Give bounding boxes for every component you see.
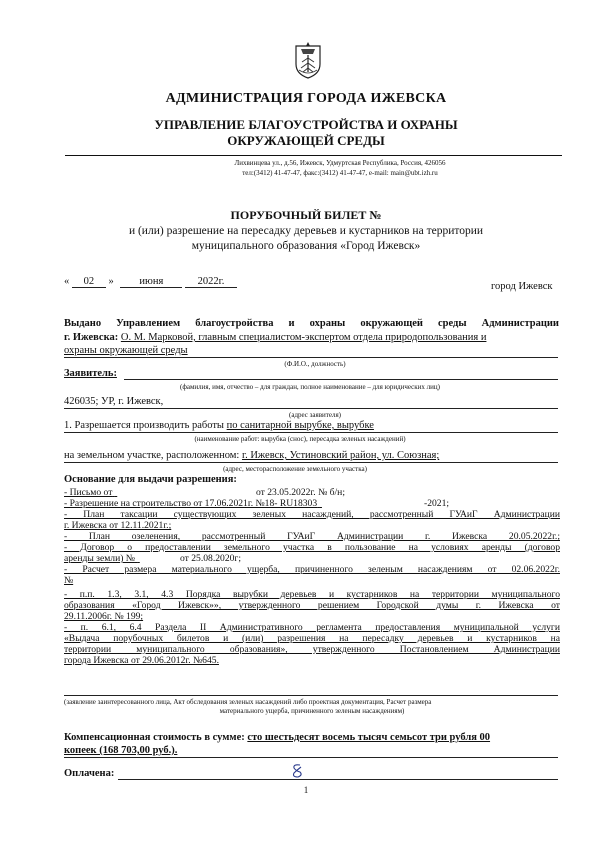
location-rule: [64, 462, 558, 463]
grounds-item: города Ижевска от 29.06.2012г. №645.: [64, 655, 219, 666]
grounds-list: [64, 487, 560, 666]
applicant-label: Заявитель:: [64, 368, 117, 379]
issued-by-caption: (Ф.И.О., должность): [284, 360, 346, 368]
date-month: июня: [120, 276, 182, 288]
applicant-address: 426035; УР, г. Ижевск,: [64, 396, 164, 407]
location-label: на земельном участке, расположенном:: [64, 450, 240, 461]
permit-work-caption: (наименование работ: вырубка (снос), пересадка зеленых насаждений): [194, 435, 406, 443]
grounds-item: г. Ижевска от 12.11.2021г.;: [64, 520, 172, 531]
permit-text: 1. Разрешается производить работы: [64, 420, 224, 431]
grounds-item: - п.п. 1.3, 3.1, 4.3 Порядка вырубки деревьев и кустарников на территории муниципального: [64, 589, 560, 600]
paid-label: Оплачена:: [64, 768, 115, 779]
grounds-item: - Разрешение на строительство от 17.06.2021г. №18- RU18303 -2021;: [64, 498, 450, 509]
page-number: 1: [303, 785, 309, 795]
grounds-item: №: [64, 575, 74, 586]
grounds-caption-line2: материального ущерба, причиненного зеленым насаждениям): [219, 707, 405, 715]
date-open-quote: «: [64, 276, 70, 287]
handwritten-mark-icon: [288, 763, 306, 779]
applicant-caption: (фамилия, имя, отчество – для граждан, полное наименование – для юридических лиц): [179, 383, 440, 391]
location-line: [64, 450, 439, 462]
grounds-item: - п. 6.1, 6.4 Раздела II Административного регламента предоставления муниципальной услуги: [64, 622, 560, 633]
org-name: АДМИНИСТРАЦИЯ ГОРОДА ИЖЕВСКА: [165, 91, 447, 106]
document-title: ПОРУБОЧНЫЙ БИЛЕТ №: [230, 208, 382, 222]
grounds-item: «Выдача порубочных билетов и (или) разрешения на пересадку деревьев и кустарников на: [64, 633, 560, 644]
grounds-item: - План озеленения, рассмотренный ГУАиГ Администрации г. Ижевска 20.05.2022г.;: [64, 531, 560, 542]
permit-work: по санитарной вырубке, вырубке: [226, 420, 374, 431]
date-line: [64, 276, 237, 288]
grounds-item: - Договор о предоставлении земельного участка в пользование на условиях аренды (договор: [64, 542, 560, 553]
grounds-item: - Письмо от от 23.05.2022г. № б/н;: [64, 487, 345, 498]
compensation-line1: [64, 732, 490, 744]
coat-of-arms-emblem: [293, 40, 323, 80]
applicant-address-caption: (адрес заявителя): [289, 411, 341, 419]
compensation-value-words: сто шестьдесят восемь тысяч семьсот три рубля 00: [247, 732, 491, 743]
date-year: 2022г.: [185, 276, 237, 288]
org-contacts: тел:(3412) 41-47-47, факс:(3412) 41-47-47, e-mail: main@ubt.izh.ru: [242, 169, 438, 177]
issued-by-city: г. Ижевска:: [64, 332, 119, 343]
department-name-line2: ОКРУЖАЮЩЕЙ СРЕДЫ: [227, 133, 385, 148]
grounds-item: - План таксации существующих зеленых насаждений, рассмотренный ГУАиГ Администрации: [64, 509, 560, 520]
document-subtitle-line2: муниципального образования «Город Ижевск»: [191, 240, 421, 252]
header-divider: [65, 155, 562, 156]
compensation-value-amount: копеек (168 703,00 руб.).: [64, 745, 178, 756]
grounds-caption-line1: (заявление заинтересованного лица, Акт обследования зеленых насаждений либо проектная документация, Расчет размера: [64, 698, 432, 706]
location-caption: (адрес, месторасположение земельного участка): [223, 465, 367, 473]
grounds-item: территории муниципального образования», утвержденного Постановлением Администрации: [64, 644, 560, 655]
date-close-quote: »: [108, 276, 114, 287]
grounds-item: аренды земли) № от 25.08.2020г;: [64, 553, 242, 564]
grounds-item: образования «Город Ижевск»», утвержденного решением Городской думы г. Ижевска от: [64, 600, 560, 611]
grounds-item: 29.11.2006г. № 199;: [64, 611, 144, 622]
issued-by-rule: [64, 357, 558, 358]
issued-by-line1: Выдано Управлением благоустройства и охраны окружающей среды Администрации: [64, 318, 559, 329]
grounds-item: - Расчет размера материального ущерба, причиненного зеленым насаждениям от 02.06.2022г.: [64, 564, 560, 575]
permit-rule: [64, 432, 558, 433]
location-value: г. Ижевск, Устиновский район, ул. Союзная;: [241, 450, 440, 461]
date-day: 02: [72, 276, 106, 288]
grounds-rule: [64, 695, 558, 696]
compensation-label: Компенсационная стоимость в сумме:: [64, 732, 245, 743]
grounds-heading: Основание для выдачи разрешения:: [64, 474, 237, 485]
applicant-rule: [124, 379, 558, 380]
permit-line: [64, 420, 374, 432]
applicant-address-rule: [64, 408, 558, 409]
issued-by-official: О. М. Марковой, главным специалистом-экспертом отдела природопользования и: [120, 332, 487, 343]
org-address: Лихвинцева ул., д.56, Ижевск, Удмуртская Республика, Россия, 426056: [234, 159, 446, 167]
department-name-line1: УПРАВЛЕНИЕ БЛАГОУСТРОЙСТВА И ОХРАНЫ: [154, 117, 458, 132]
document-subtitle-line1: и (или) разрешение на пересадку деревьев и кустарников на территории: [128, 225, 484, 237]
issued-by-line2: [64, 332, 564, 344]
issued-by-line3: охраны окружающей среды: [64, 345, 188, 356]
paid-rule: [118, 779, 558, 780]
compensation-rule: [64, 757, 558, 758]
city-name: город Ижевск: [491, 281, 553, 292]
